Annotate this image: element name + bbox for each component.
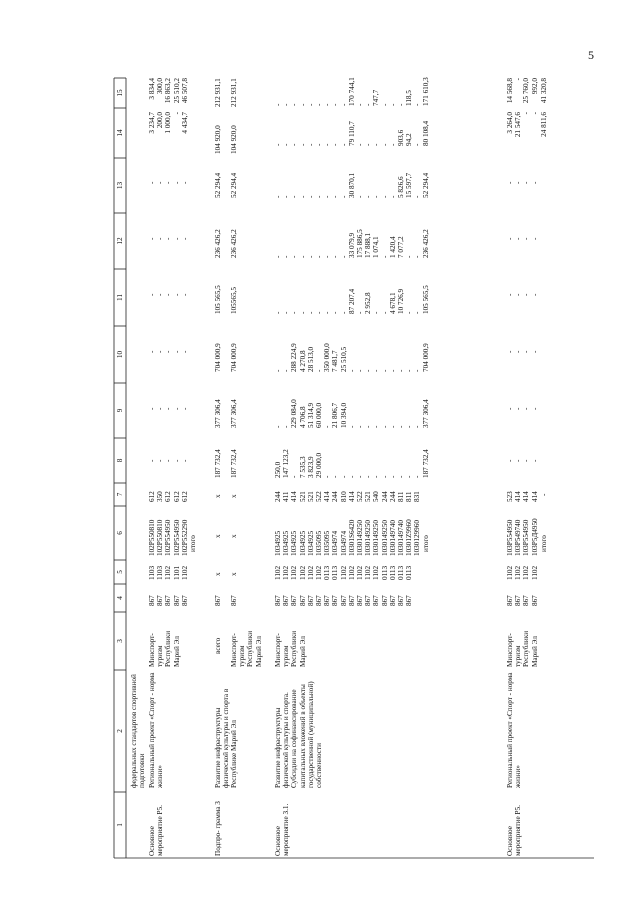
row3-col2: Региональный проект «Спорт - норма жизни»	[506, 672, 523, 788]
row3-col14: 3 264,0 21 547,6 - -	[506, 112, 539, 138]
row2-col14: - - - - - - - - - 79 110,7 - - - - - 903,6 94,2 -	[274, 121, 422, 146]
row1-col3: Минспорт- туризм Республики Марий Эл	[230, 630, 263, 667]
row2-total-col8: 187 732,4	[422, 449, 430, 478]
row0-col5: 1103 1103 1102 1101 1102	[148, 565, 189, 580]
row1-col5: х х	[214, 572, 239, 576]
row3-total-col15: 41 320,8	[540, 78, 548, 104]
row3-col6: 103Р554950 103Р549740 103Р554950 103Р5Д4950	[506, 518, 539, 556]
col-header-9: 9	[116, 408, 124, 413]
row2-col3: Минспорт- туризм Республики Марий Эл	[274, 630, 307, 667]
row0-col6: 102Р550810 102Р550810 102Р554950 102Р554950 102Р552290	[148, 519, 189, 556]
row2-total-col14: 80 108,4	[422, 120, 430, 146]
col-header-1: 1	[116, 823, 124, 827]
row0-col9: - - - - -	[148, 407, 189, 410]
row0-col11: - - - - -	[148, 293, 189, 296]
row2-col10: - - 288 224,9 4 270,8 28 513,0 - 350 000,0 7 481,7 25 510,5 - - - - - - - - -	[274, 343, 422, 372]
row0-col8: - - - - -	[148, 459, 189, 462]
row2-total-col9: 377 306,4	[422, 399, 430, 428]
row1-col9: 377 306,4 377 306,4	[214, 399, 239, 428]
row3-col7: 523 414 414 414	[506, 491, 539, 502]
row2-total-col12: 236 426,2	[422, 229, 430, 258]
row2-col4: 867 867 867 867 867 867 867 867 867 867 867 867 867 867 867 867 867	[274, 595, 414, 606]
budget-table	[114, 78, 594, 858]
row3-total-label: итого	[540, 535, 548, 552]
row0-col10: - - - - -	[148, 350, 189, 353]
row3-col15: 14 568,8 - 25 760,0 992,0	[506, 78, 539, 104]
row1-col3-total: всего	[214, 637, 222, 654]
row2-col2: Развитие инфраструктуры физической культуры и спорта. Субсидии на софинансирование капитальных вложений в объекты государственной (муниципальной) собственности	[274, 681, 324, 788]
col-header-13: 13	[116, 181, 124, 190]
row1-col12: 236 426,2 236 426,2	[214, 229, 239, 258]
row2-col11: - - - - - - - - - 87 207,4 - 2 952,8 - - 4 678,1 10 726,9 - -	[274, 288, 422, 314]
col-header-5: 5	[116, 570, 124, 574]
row3-col1: Основное мероприятие Р5.	[506, 805, 523, 856]
row2-col12: - - - - - - - - - 33 079,9 175 886,5 17 888,1 1 074,1 - 1 420,4 7 077,2 - -	[274, 229, 422, 258]
row3-col10: - - - -	[506, 350, 539, 353]
row0-col2: Региональный проект «Спорт - норма жизни»	[148, 672, 165, 788]
row0-col1: Основное мероприятие Р5.	[148, 805, 165, 856]
row2-total-col15: 171 610,3	[422, 77, 430, 106]
row0-col13: - - - - -	[148, 181, 189, 184]
row0-col15: 3 834,4 300,0 16 863,2 25 510,2 46 507,8	[148, 78, 189, 104]
col-header-7: 7	[116, 492, 124, 497]
row1-col7: х х	[214, 494, 239, 498]
col-header-2: 2	[116, 729, 124, 733]
row0-col12: - - - - -	[148, 237, 189, 240]
row2-col6: 1034925 1034925 1034925 1034925 1034925 1035095 1035095 1034974 1034974 10301S6420 1030149250 1030149250 1030149250 1030149250 1030149740 1030149740 10301Z9960 1030129960	[274, 519, 422, 556]
row1-col8: 187 732,4 187 732,4	[214, 449, 239, 478]
row0-col4: 867 867 867 867 867	[148, 595, 189, 606]
col-header-3: 3	[116, 639, 124, 643]
row1-col15: 212 931,1 212 931,1	[214, 78, 239, 107]
col-header-15: 15	[116, 89, 124, 97]
row2-col9: - - 229 084,0 4 706,8 51 314,9 60 000,0 - 21 806,7 10 394,0 - - - - - - - - -	[274, 399, 422, 428]
row2-col1: Основное мероприятие 3.1.	[274, 803, 291, 856]
row2-total-col10: 704 000,9	[422, 343, 430, 372]
row3-col11: - - - -	[506, 293, 539, 296]
col-header-8: 8	[116, 458, 124, 463]
row0-total-label: итого	[189, 535, 197, 552]
col-header-6: 6	[116, 531, 124, 535]
row2-col7: 244 411 414 521 521 522 414 244 810 414 522 521 540 244 244 811 811 831	[274, 491, 422, 502]
row0-col7: 612 350 612 612 612	[148, 491, 189, 502]
row1-col11: 105 565,5 105565,5	[214, 285, 239, 314]
row1-col4: 867 867	[214, 595, 239, 606]
row2-total-label: итого	[422, 535, 430, 552]
row3-col5: 1102 1102 1102 1102	[506, 565, 539, 580]
row3-col8: - - - -	[506, 459, 539, 462]
row2-col15: - - - - - - - - - 170 744,1 - - 747,7 - - - 118,5 -	[274, 77, 422, 106]
row3-col12: - - - -	[506, 237, 539, 240]
row1-col6: х х	[214, 534, 239, 538]
row1-col2: Развитие инфраструктуры физической культуры и спорта в Республике Марий Эл	[214, 688, 239, 788]
col-header-14: 14	[116, 129, 124, 137]
row2-col13: - - - - - - - - - 30 870,1 - - - - - 5 826,6 15 597,7 -	[274, 172, 422, 198]
row0-col14: 3 234,7 200,0 1 000,0 - 4 434,7	[148, 112, 189, 134]
continuation-text: федеральных стандартов спортивной подготовки	[130, 674, 147, 788]
row1-col10: 704 000,9 704 000,9	[214, 343, 239, 372]
col-header-10: 10	[116, 350, 124, 359]
row3-col13: - - - -	[506, 181, 539, 184]
col-header-4: 4	[116, 596, 124, 600]
row1-col1: Подпро- грамма 3	[214, 801, 222, 856]
row3-col9: - - - -	[506, 407, 539, 410]
row2-col5: 1102 1102 1102 1102 1102 1102 0113 0113 1102 1102 1102 1102 1102 0113 0113 0113 0113	[274, 565, 414, 580]
row3-total-col7: -	[540, 493, 548, 496]
row1-col14: 104 920,0 104 920,0	[214, 125, 239, 154]
row0-col3: Минспорт- туризм Республики Марий Эл	[148, 630, 181, 667]
row3-col3: Минспорт- туризм Республики Марий Эл	[506, 630, 539, 667]
row2-col8: 250,0 147 123,2 - 7 535,3 3 823,9 29 000,0 - - - - - - - - - - - -	[274, 449, 422, 478]
col-header-11: 11	[116, 294, 124, 301]
row3-total-col14: 24 811,6	[540, 112, 548, 137]
row2-total-col11: 105 565,5	[422, 285, 430, 314]
col-header-12: 12	[116, 237, 124, 245]
page-number: 5	[588, 48, 594, 62]
row3-col4: 867 867 867 867	[506, 595, 539, 606]
row2-total-col13: 52 294,4	[422, 172, 430, 198]
row1-col13: 52 294,4 52 294,4	[214, 172, 239, 198]
